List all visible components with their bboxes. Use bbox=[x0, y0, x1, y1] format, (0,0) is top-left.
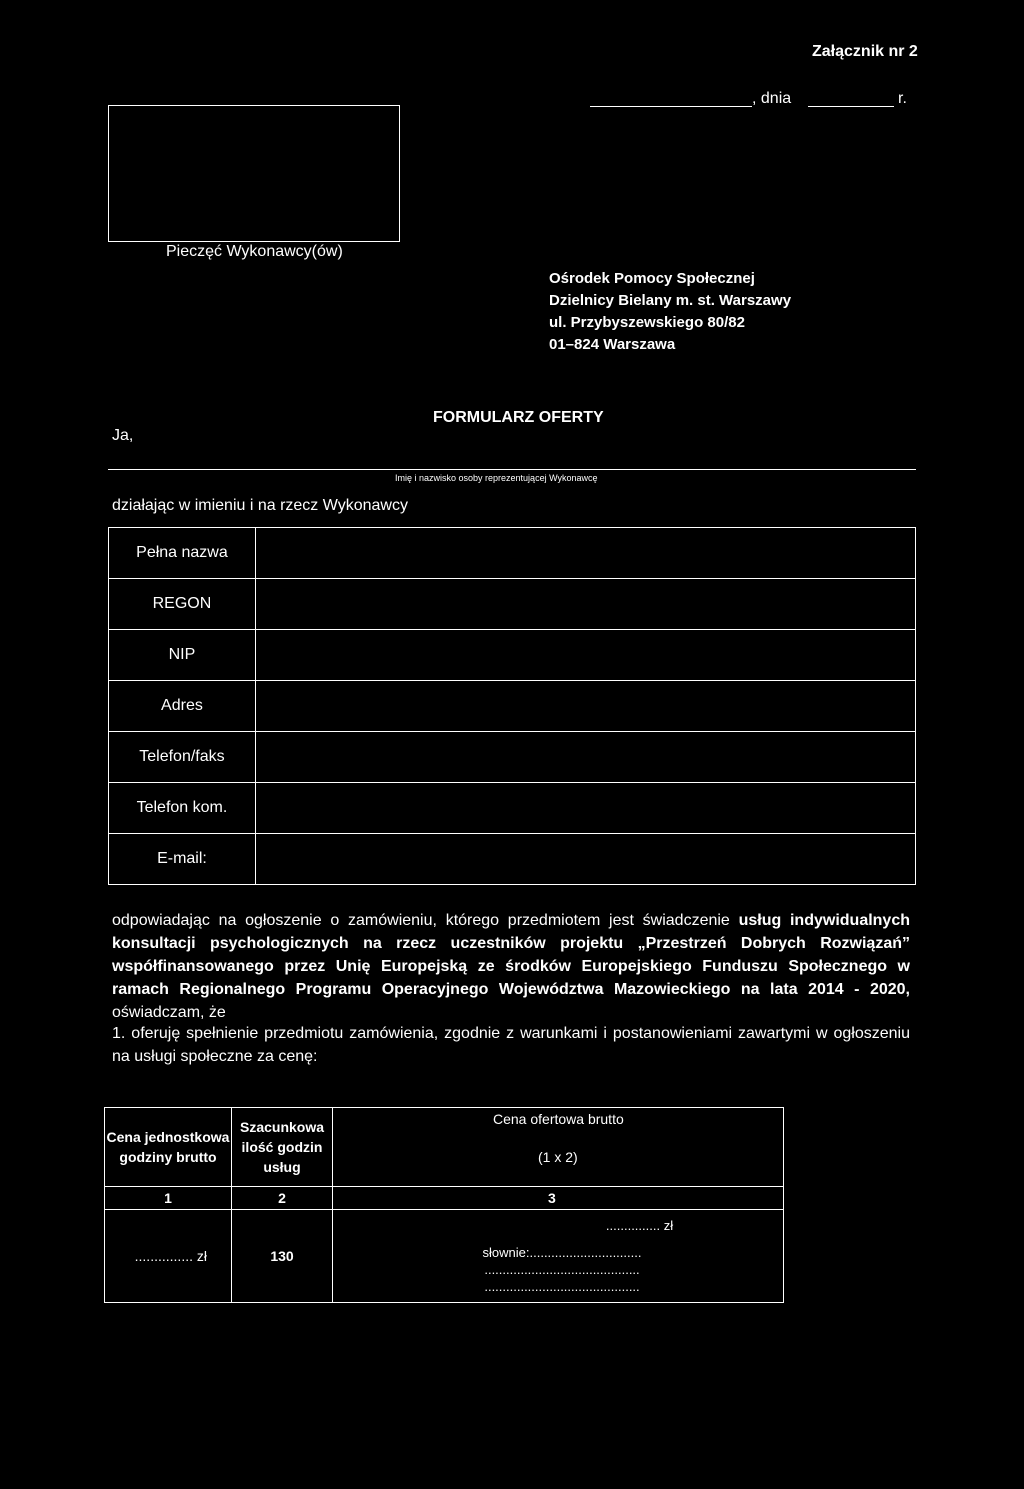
field-label: E-mail: bbox=[109, 834, 256, 885]
header-total-formula: (1 x 2) bbox=[538, 1149, 578, 1165]
table-row bbox=[109, 630, 916, 681]
table-row bbox=[109, 681, 916, 732]
unit-price-field[interactable]: ............... zł bbox=[105, 1210, 232, 1303]
table-row bbox=[105, 1108, 784, 1187]
field-label: Pełna nazwa bbox=[109, 528, 256, 579]
stamp-caption: Pieczęć Wykonawcy(ów) bbox=[166, 243, 343, 260]
table-row bbox=[109, 732, 916, 783]
recipient-line4: 01–824 Warszawa bbox=[549, 336, 676, 353]
representative-name-caption: Imię i nazwisko osoby reprezentującej Wykonawcę bbox=[395, 473, 598, 483]
date-label: , dnia bbox=[752, 90, 792, 107]
amount-in-words-line3: ........................................... bbox=[484, 1279, 640, 1294]
acting-label: działając w imieniu i na rzecz Wykonawcy bbox=[112, 497, 408, 514]
statement-intro: odpowiadając na ogłoszenie o zamówieniu, którego przedmiotem jest świadczenie bbox=[112, 912, 739, 929]
amount-in-words: słownie:............................... bbox=[482, 1245, 642, 1260]
header-total-price bbox=[333, 1108, 784, 1187]
address-field[interactable] bbox=[255, 681, 915, 732]
recipient-address bbox=[549, 268, 791, 356]
field-label: Telefon/faks bbox=[109, 732, 256, 783]
field-label: Adres bbox=[109, 681, 256, 732]
header-total-label: Cena ofertowa brutto bbox=[493, 1111, 624, 1127]
field-label: Telefon kom. bbox=[109, 783, 256, 834]
hours-value: 130 bbox=[232, 1210, 333, 1303]
amount-in-words-line2: ........................................... bbox=[484, 1262, 640, 1277]
recipient-line1: Ośrodek Pomocy Społecznej bbox=[549, 270, 755, 287]
table-row bbox=[109, 528, 916, 579]
field-label: REGON bbox=[109, 579, 256, 630]
form-title: FORMULARZ OFERTY bbox=[433, 409, 604, 426]
col-number-2: 2 bbox=[232, 1187, 333, 1210]
recipient-line3: ul. Przybyszewskiego 80/82 bbox=[549, 314, 745, 331]
phone-fax-field[interactable] bbox=[255, 732, 915, 783]
table-row bbox=[105, 1210, 784, 1303]
ja-label: Ja, bbox=[112, 427, 134, 444]
full-name-field[interactable] bbox=[255, 528, 915, 579]
price-table bbox=[104, 1107, 784, 1303]
field-label: NIP bbox=[109, 630, 256, 681]
table-row bbox=[109, 579, 916, 630]
date-suffix: r. bbox=[898, 90, 907, 107]
attachment-label: Załącznik nr 2 bbox=[812, 43, 918, 60]
statement-subject: usług indywidualnych konsultacji psychologicznych na rzecz uczestników projektu „Przestrzeń Dobrych Rozwiązań” współfinansowanego przez Unię Europejską ze środków Europejskiego Funduszu Społecznego w ramach Regionalnego Programu Operacyjnego Województwa Mazowieckiego na lata 2014 - 2020, bbox=[112, 912, 911, 998]
table-row bbox=[109, 834, 916, 885]
offer-clause-1: 1. oferuję spełnienie przedmiotu zamówienia, zgodnie z warunkami i postanowieniami zawartymi w ogłoszeniu na usługi społeczne za cenę: bbox=[112, 1025, 910, 1065]
email-field[interactable] bbox=[255, 834, 915, 885]
table-row bbox=[105, 1187, 784, 1210]
table-row bbox=[109, 783, 916, 834]
representative-name-line[interactable] bbox=[108, 469, 916, 470]
header-unit-price: Cena jednostkowa godziny brutto bbox=[105, 1108, 232, 1187]
statement-outro: oświadczam, że bbox=[112, 1004, 226, 1021]
offer-statement bbox=[112, 909, 910, 1024]
mobile-phone-field[interactable] bbox=[255, 783, 915, 834]
regon-field[interactable] bbox=[255, 579, 915, 630]
stamp-box[interactable] bbox=[108, 105, 400, 242]
recipient-line2: Dzielnicy Bielany m. st. Warszawy bbox=[549, 292, 792, 309]
place-line[interactable] bbox=[590, 106, 752, 107]
header-hours: Szacunkowa ilość godzin usług bbox=[232, 1108, 333, 1187]
col-number-1: 1 bbox=[105, 1187, 232, 1210]
total-price-amount: ............... zł bbox=[605, 1218, 674, 1233]
date-line[interactable] bbox=[808, 106, 894, 107]
col-number-3: 3 bbox=[333, 1187, 784, 1210]
contractor-data-table bbox=[108, 527, 916, 885]
nip-field[interactable] bbox=[255, 630, 915, 681]
total-price-field[interactable] bbox=[333, 1210, 784, 1303]
